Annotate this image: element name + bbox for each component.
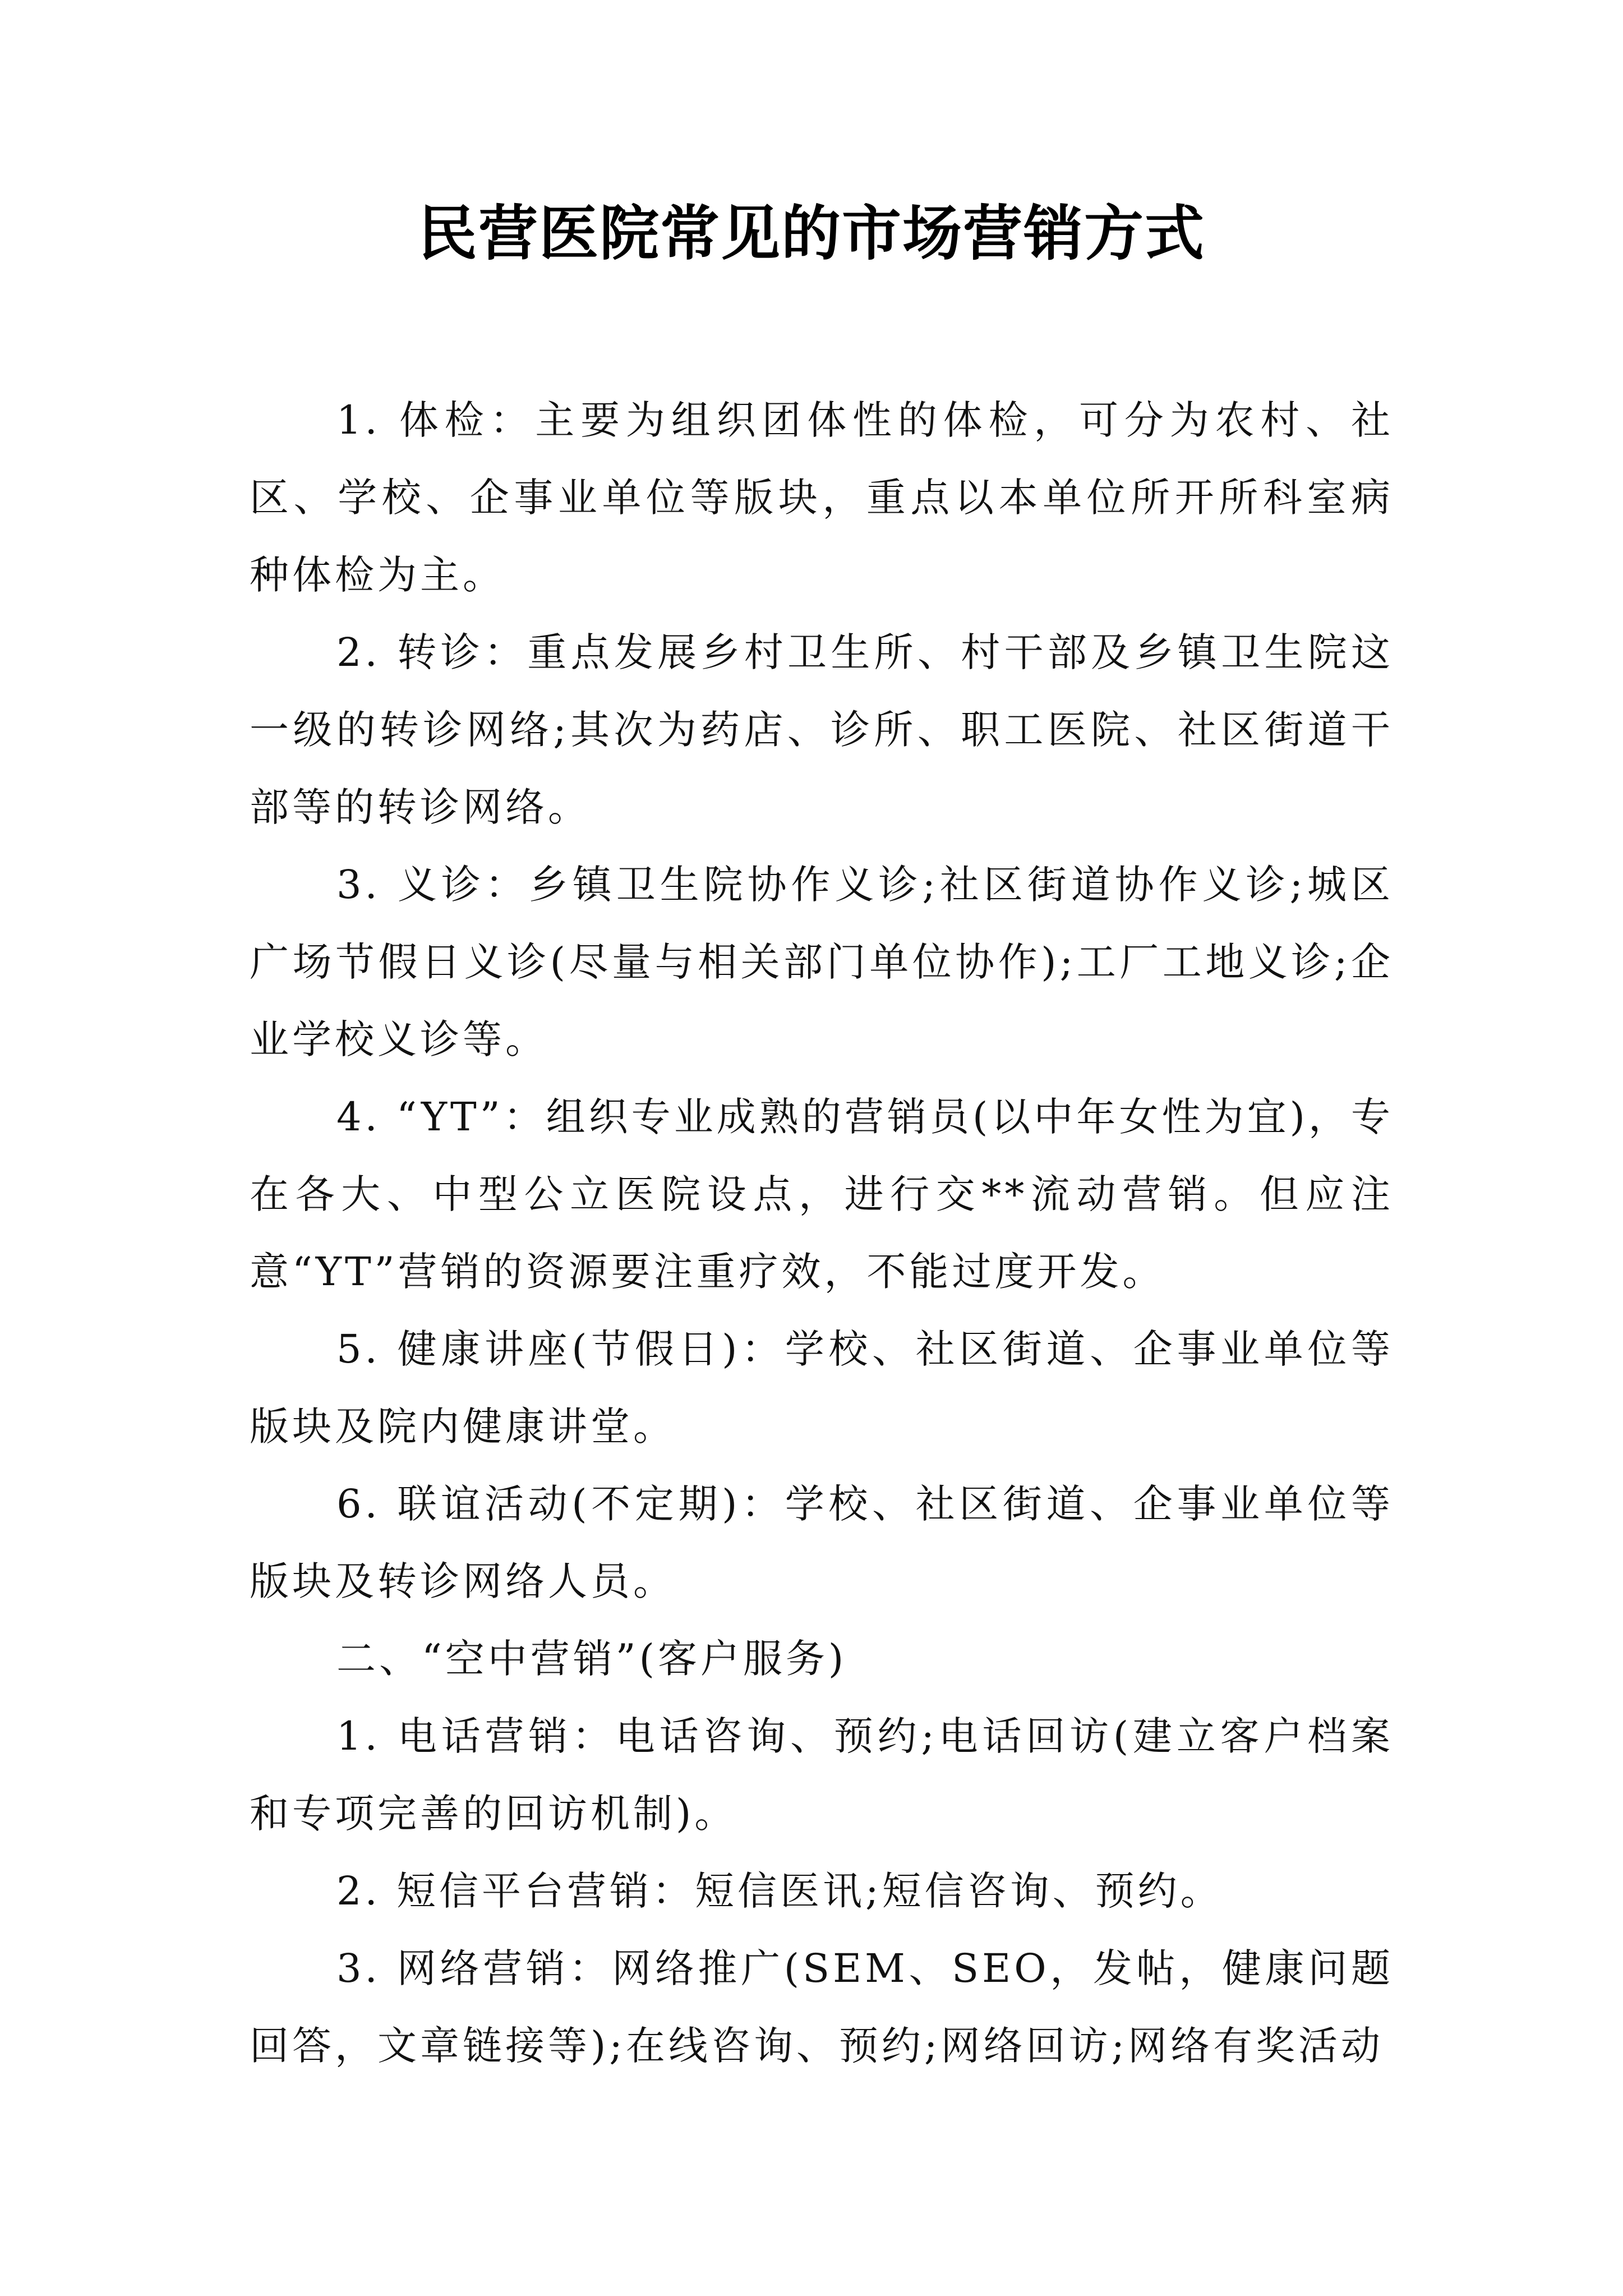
document-body bbox=[250, 381, 1394, 2085]
paragraph-free-clinic: 3. 义诊：乡镇卫生院协作义诊;社区街道协作义诊;城区广场节假日义诊(尽量与相关部门单位协作);工厂工地义诊;企业学校义诊等。 bbox=[250, 862, 1394, 1062]
paragraph-yt: 4. “YT”：组织专业成熟的营销员(以中年女性为宜)，专在各大、中型公立医院设点，进行交**流动营销。但应注意“YT”营销的资源要注重疗效，不能过度开发。 bbox=[250, 1094, 1394, 1295]
paragraph-referral: 2. 转诊：重点发展乡村卫生所、村干部及乡镇卫生院这一级的转诊网络;其次为药店、诊所、职工医院、社区街道干部等的转诊网络。 bbox=[250, 629, 1394, 830]
section-heading-air-marketing: 二、“空中营销”(客户服务) bbox=[336, 1636, 847, 1682]
paragraph-phone-marketing: 1. 电话营销：电话咨询、预约;电话回访(建立客户档案和专项完善的回访机制)。 bbox=[250, 1713, 1394, 1837]
document-title: 民营医院常见的市场营销方式 bbox=[418, 199, 1205, 268]
paragraph-social-activity: 6. 联谊活动(不定期)：学校、社区街道、企事业单位等版块及转诊网络人员。 bbox=[250, 1481, 1394, 1604]
paragraph-health-lecture: 5. 健康讲座(节假日)：学校、社区街道、企事业单位等版块及院内健康讲堂。 bbox=[250, 1326, 1394, 1450]
paragraph-online-marketing: 3. 网络营销：网络推广(SEM、SEO，发帖，健康问题回答，文章链接等);在线咨询、预约;网络回访;网络有奖活动 bbox=[250, 1945, 1394, 2069]
paragraph-sms-marketing: 2. 短信平台营销：短信医讯;短信咨询、预约。 bbox=[336, 1868, 1223, 1914]
paragraph-physical-exam: 1. 体检：主要为组织团体性的体检，可分为农村、社区、学校、企事业单位等版块，重点以本单位所开所科室病种体检为主。 bbox=[250, 397, 1394, 598]
